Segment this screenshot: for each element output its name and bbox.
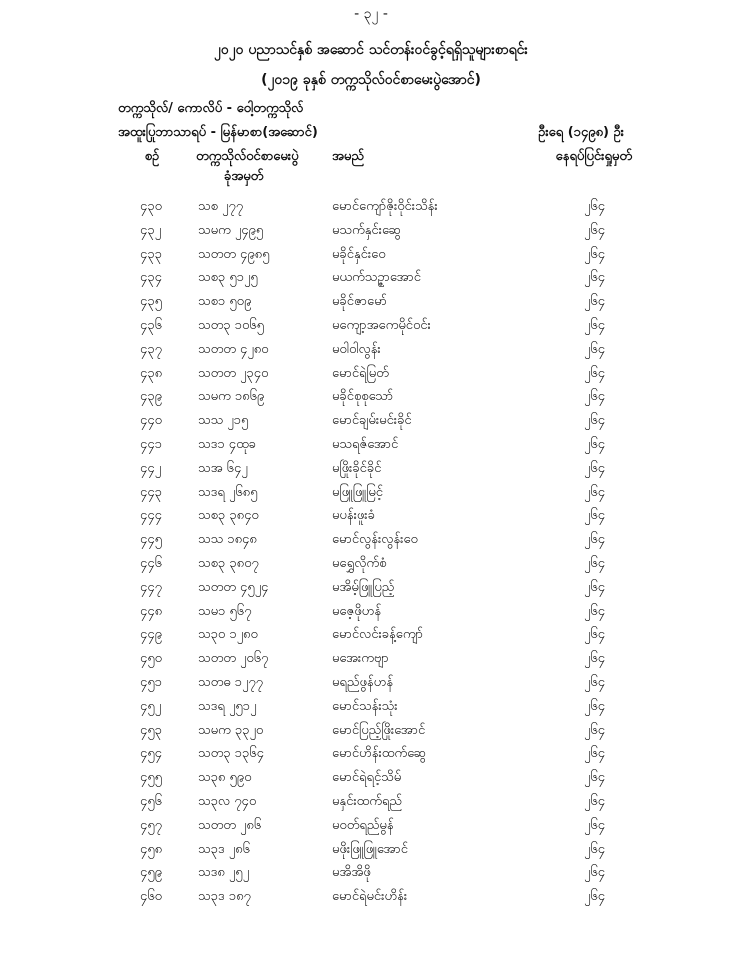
row-number: ၄၃၆ [140, 317, 162, 333]
column-header-no: စဉ် [144, 149, 160, 164]
table-row [0, 553, 742, 577]
table-row [0, 601, 742, 625]
table-row [0, 291, 742, 315]
hostel-code: ၂၆၄ [584, 294, 606, 310]
student-name: မအိအိဖို [332, 865, 371, 881]
student-name: မရည်ဖွန်ဟန် [332, 674, 394, 690]
student-name: မခိုင်ဇာမော် [332, 294, 387, 310]
hostel-code: ၂၆၄ [584, 651, 606, 667]
quota-line: ဦးရေ (၁၄၉၈) ဦး [538, 125, 624, 140]
roll-number: သ၃ဒ ၁၈၇ [198, 889, 251, 905]
row-number: ၄၄၆ [140, 555, 162, 571]
student-name: မဝတ်ရည်မွန် [332, 817, 394, 833]
row-number: ၄၅၆ [140, 793, 162, 809]
table-row [0, 220, 742, 244]
table-row [0, 672, 742, 696]
roll-number: သအ ၆၄၂ [198, 460, 248, 476]
row-number: ၄၃၈ [140, 365, 163, 381]
student-name: မောင်ဟိန်းထက်ဆွေ [332, 746, 427, 762]
roll-number: သမက ၁၈၆၉ [198, 389, 265, 405]
hostel-code: ၂၆၄ [584, 484, 606, 500]
student-name: မခိုင်စုစုသော် [332, 389, 394, 405]
row-number: ၄၅၁ [140, 674, 162, 690]
table-row [0, 482, 742, 506]
roll-number: သမ၁ ၅၆၇ [198, 603, 252, 619]
hostel-code: ၂၆၄ [584, 270, 606, 286]
roll-number: သ၃၈ ၅၉၀ [198, 770, 252, 786]
hostel-code: ၂၆၄ [584, 674, 606, 690]
row-number: ၄၄၁ [140, 436, 162, 452]
row-number: ၄၃၃ [140, 246, 162, 262]
hostel-code: ၂၆၄ [584, 508, 606, 524]
table-row [0, 624, 742, 648]
university-line: တက္ကသိုလ်/ ကောလိပ် - ဝေါ့တက္ကသိုလ် [118, 101, 304, 116]
row-number: ၄၃၉ [140, 389, 162, 405]
roll-number: သသ ၂၁၅ [198, 413, 249, 429]
roll-number: သတဓ ၁၂၇၇ [198, 674, 263, 690]
hostel-code: ၂၆၄ [584, 389, 606, 405]
table-row [0, 505, 742, 529]
column-header-roll: တက္ကသိုလ်ဝင်စာမေးပွဲ [196, 149, 299, 164]
student-name: မောင်ကျော်ဇိုးဝိုင်းသိန်း [332, 199, 438, 214]
hostel-code: ၂၆၄ [584, 436, 606, 452]
row-number: ၄၅၉ [140, 865, 162, 881]
student-name: မခိုင်နှင်းဝေ [332, 246, 386, 262]
row-number: ၄၅၈ [140, 841, 163, 857]
table-row [0, 815, 742, 839]
roll-number: သမက ၃၃၂၀ [198, 722, 264, 738]
row-number: ၄၅၂ [140, 698, 162, 714]
roll-number: သဒ၁ ၄ထုခ [198, 436, 256, 452]
student-name: မောင်လွန်းလွန်းဝေ [332, 532, 418, 548]
row-number: ၄၄၂ [140, 460, 162, 476]
roll-number: သစ၃ ၃၈၄၀ [198, 508, 259, 524]
student-name: မပန်းဖူးခံ [332, 508, 375, 524]
roll-number: သတတ ၄၉၈၅ [198, 246, 270, 262]
hostel-code: ၂၆၄ [584, 532, 606, 548]
hostel-code: ၂၆၄ [584, 460, 606, 476]
student-name: မနှင်းထက်ရည် [332, 793, 402, 809]
hostel-code: ၂၆၄ [584, 722, 606, 738]
table-row [0, 839, 742, 863]
row-number: ၄၃၇ [140, 341, 162, 357]
roll-number: သတတ ၂၈၆ [198, 817, 262, 833]
table-row [0, 529, 742, 553]
hostel-code: ၂၆၄ [584, 841, 606, 857]
roll-number: သတ၃ ၁၀၆၅ [198, 317, 264, 333]
table-row [0, 410, 742, 434]
table-row [0, 267, 742, 291]
roll-number: သသ ၁၈၄၈ [198, 532, 257, 548]
column-header-roll-line2: ခုံအမှတ် [224, 169, 264, 184]
roll-number: သဒရ ၂၆၈၅ [198, 484, 258, 500]
hostel-code: ၂၆၄ [584, 793, 606, 809]
hostel-code: ၂၆၄ [584, 579, 606, 595]
student-list [0, 196, 742, 910]
hostel-code: ၂၆၄ [584, 222, 606, 238]
student-name: မသရဇ်အောင် [332, 436, 399, 452]
hostel-code: ၂၆၄ [584, 865, 606, 881]
student-name: မောင်သန်းသုံး [332, 698, 398, 714]
table-row [0, 315, 742, 339]
hostel-code: ၂၆၄ [584, 770, 606, 786]
roll-number: သမက ၂၄၉၅ [198, 222, 264, 238]
table-row [0, 791, 742, 815]
roll-number: သတတ ၂၀၆၇ [198, 651, 269, 667]
table-row [0, 458, 742, 482]
row-number: ၄၄၄ [140, 508, 162, 524]
roll-number: သစ ၂၇၇ [198, 199, 244, 214]
roll-number: သတတ ၂၃၄၀ [198, 365, 269, 381]
row-number: ၄၅၀ [140, 651, 162, 667]
table-row [0, 386, 742, 410]
student-name: မအေးကဗျာ [332, 651, 389, 667]
roll-number: သတတ ၄၅၂၄ [198, 579, 269, 595]
student-name: မယက်သဉ္ဇာအောင် [332, 270, 421, 286]
hostel-code: ၂၆၄ [584, 627, 606, 643]
student-name: မအိမ့်ဖြူပြည့် [332, 579, 395, 595]
row-number: ၄၄၅ [140, 532, 162, 548]
roll-number: သဒရ ၂၅၁၂ [198, 698, 257, 714]
page-number: - ၃၂ - [354, 6, 388, 22]
student-name: မဖိုးဖြူဖြူအောင် [332, 841, 408, 857]
roll-number: သစ၁ ၅၀၉ [198, 294, 252, 310]
table-row [0, 648, 742, 672]
row-number: ၄၄၃ [140, 484, 162, 500]
hostel-code: ၂၆၄ [584, 413, 606, 429]
table-row [0, 720, 742, 744]
hostel-code: ၂၆၄ [584, 341, 606, 357]
table-row [0, 743, 742, 767]
column-header-hostel: နေရပ်ပြင်းရှုမှတ် [555, 149, 632, 164]
student-name: မရွှေလိုက်စံ [332, 555, 387, 571]
hostel-code: ၂၆၄ [584, 746, 606, 762]
hostel-code: ၂၆၄ [584, 817, 606, 833]
hostel-code: ၂၆၄ [584, 555, 606, 571]
row-number: ၄၅၃ [140, 722, 162, 738]
hostel-code: ၂၆၄ [584, 199, 606, 214]
table-row [0, 696, 742, 720]
hostel-code: ၂၆၄ [584, 698, 606, 714]
roll-number: သဒ၈ ၂၅၂ [198, 865, 249, 881]
student-name: မဝါဝါလွန်း [332, 341, 381, 357]
student-name: မကျော့အကေမိုင်ဝင်း [332, 317, 431, 333]
table-row [0, 363, 742, 387]
row-number: ၄၃၂ [140, 222, 162, 238]
row-number: ၄၃၄ [140, 270, 162, 286]
roll-number: သစ၃ ၃၈၀၇ [198, 555, 259, 571]
row-number: ၄၃၀ [140, 199, 162, 214]
student-name: မောင်လင်းခန့်ကျော် [332, 627, 423, 643]
student-name: မဇေ့ဖိုဟန် [332, 603, 382, 619]
student-name: မောင်ချမ်းမင်းခိုင် [332, 413, 412, 429]
major-subject-line: အထူးပြုဘာသာရပ် - မြန်မာစာ(အဆောင်) [118, 125, 318, 140]
student-name: မောင်ရဲမြတ် [332, 365, 389, 381]
row-number: ၄၆၀ [140, 889, 162, 905]
column-header-name: အမည် [332, 149, 364, 164]
roll-number: သတ၃ ၁၃၆၄ [198, 746, 264, 762]
table-row [0, 886, 742, 910]
row-number: ၄၄၉ [140, 627, 162, 643]
table-row [0, 244, 742, 268]
student-name: မဖြူဖြူမြင့် [332, 484, 383, 500]
roll-number: သ၃လ ၇၄၀ [198, 793, 257, 809]
row-number: ၄၃၅ [140, 294, 162, 310]
hostel-code: ၂၆၄ [584, 889, 606, 905]
table-row [0, 196, 742, 220]
student-name: မသက်နှင်းဆွေ [332, 222, 402, 238]
table-row [0, 862, 742, 886]
roll-number: သ၃ဒ ၂၈၆ [198, 841, 250, 857]
student-name: မောင်ရဲရင့်သိမ် [332, 770, 402, 786]
table-row [0, 434, 742, 458]
hostel-code: ၂၆၄ [584, 317, 606, 333]
hostel-code: ၂၆၄ [584, 246, 606, 262]
row-number: ၄၄၇ [140, 579, 162, 595]
row-number: ၄၄၀ [140, 413, 162, 429]
student-name: မဖြိုးခိုင်ခိုင် [332, 460, 382, 476]
document-subtitle: (၂၀၁၉ ခုနှစ် တက္ကသိုလ်ဝင်စာမေးပွဲအောင်) [261, 72, 481, 88]
roll-number: သစ၃ ၅၁၂၅ [198, 270, 258, 286]
hostel-code: ၂၆၄ [584, 603, 606, 619]
row-number: ၄၅၄ [140, 746, 162, 762]
row-number: ၄၅၇ [140, 817, 162, 833]
roll-number: သတတ ၄၂၈၀ [198, 341, 269, 357]
student-name: မောင်ပြည့်ဖြိုးအောင် [332, 722, 426, 738]
row-number: ၄၅၅ [140, 770, 162, 786]
table-row [0, 339, 742, 363]
row-number: ၄၄၈ [140, 603, 163, 619]
hostel-code: ၂၆၄ [584, 365, 606, 381]
table-row [0, 577, 742, 601]
student-name: မောင်ရဲမင်းဟိန်း [332, 889, 408, 905]
table-row [0, 767, 742, 791]
roll-number: သ၃၀ ၁၂၈၀ [198, 627, 258, 643]
document-title: ၂၀၂၀ ပညာသင်နှစ် အဆောင် သင်တန်းဝင်ခွင့်ရရှိသူများစာရင်း [214, 42, 528, 58]
